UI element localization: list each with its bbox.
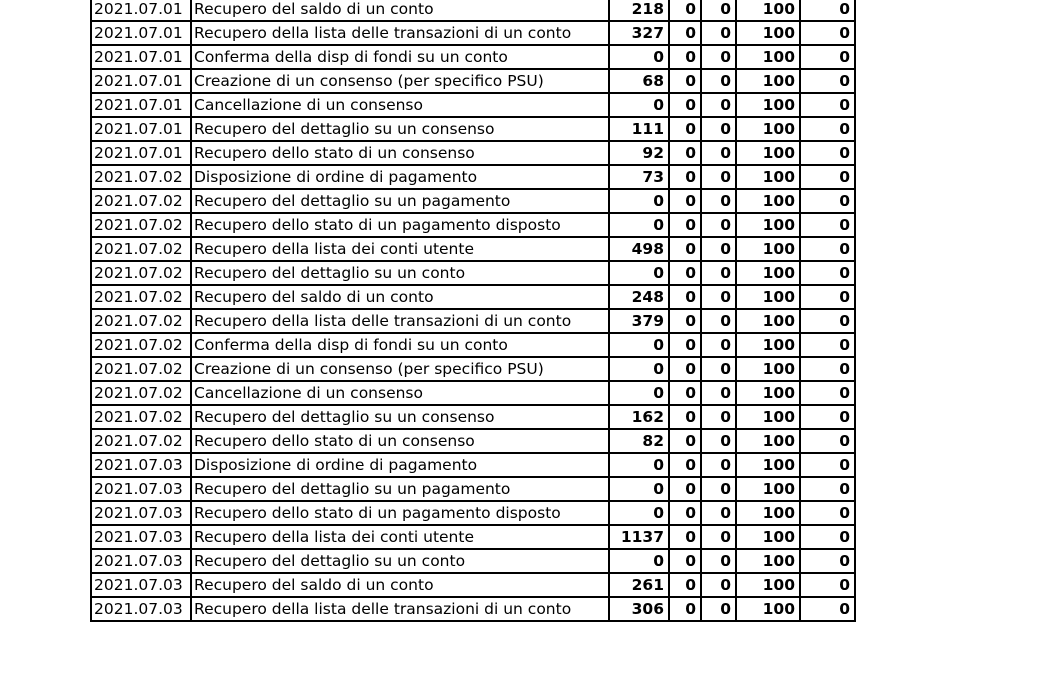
table-row (91, 45, 855, 69)
table-row (91, 453, 855, 477)
value-cell-b: 0 (701, 309, 736, 333)
percent-cell: 100 (736, 21, 800, 45)
count-cell: 0 (609, 93, 669, 117)
value-cell-a: 0 (669, 309, 701, 333)
value-cell-e: 0 (800, 21, 855, 45)
operation-cell: Recupero del dettaglio su un pagamento (191, 189, 609, 213)
percent-cell: 100 (736, 261, 800, 285)
date-cell: 2021.07.01 (91, 93, 191, 117)
data-table (90, 0, 856, 622)
value-cell-e: 0 (800, 429, 855, 453)
table-row (91, 165, 855, 189)
count-cell: 0 (609, 381, 669, 405)
count-cell: 0 (609, 261, 669, 285)
percent-cell: 100 (736, 93, 800, 117)
value-cell-e: 0 (800, 261, 855, 285)
value-cell-a: 0 (669, 141, 701, 165)
operation-cell: Recupero del saldo di un conto (191, 285, 609, 309)
percent-cell: 100 (736, 429, 800, 453)
count-cell: 1137 (609, 525, 669, 549)
count-cell: 68 (609, 69, 669, 93)
value-cell-a: 0 (669, 573, 701, 597)
value-cell-b: 0 (701, 453, 736, 477)
operation-cell: Recupero del dettaglio su un consenso (191, 117, 609, 141)
percent-cell: 100 (736, 285, 800, 309)
operation-cell: Recupero dello stato di un consenso (191, 429, 609, 453)
value-cell-e: 0 (800, 597, 855, 621)
value-cell-a: 0 (669, 501, 701, 525)
percent-cell: 100 (736, 525, 800, 549)
value-cell-a: 0 (669, 93, 701, 117)
operation-cell: Recupero dello stato di un pagamento disposto (191, 213, 609, 237)
operation-cell: Recupero dello stato di un pagamento disposto (191, 501, 609, 525)
value-cell-a: 0 (669, 405, 701, 429)
percent-cell: 100 (736, 357, 800, 381)
value-cell-b: 0 (701, 21, 736, 45)
percent-cell: 100 (736, 453, 800, 477)
date-cell: 2021.07.03 (91, 573, 191, 597)
value-cell-e: 0 (800, 381, 855, 405)
value-cell-e: 0 (800, 501, 855, 525)
table-row (91, 69, 855, 93)
date-cell: 2021.07.03 (91, 477, 191, 501)
value-cell-a: 0 (669, 189, 701, 213)
percent-cell: 100 (736, 117, 800, 141)
value-cell-e: 0 (800, 573, 855, 597)
table-row (91, 525, 855, 549)
date-cell: 2021.07.02 (91, 213, 191, 237)
date-cell: 2021.07.01 (91, 117, 191, 141)
value-cell-a: 0 (669, 477, 701, 501)
operation-cell: Cancellazione di un consenso (191, 381, 609, 405)
percent-cell: 100 (736, 45, 800, 69)
value-cell-e: 0 (800, 93, 855, 117)
value-cell-e: 0 (800, 237, 855, 261)
value-cell-a: 0 (669, 237, 701, 261)
operation-cell: Conferma della disp di fondi su un conto (191, 45, 609, 69)
value-cell-a: 0 (669, 261, 701, 285)
value-cell-e: 0 (800, 309, 855, 333)
value-cell-b: 0 (701, 597, 736, 621)
percent-cell: 100 (736, 141, 800, 165)
value-cell-a: 0 (669, 213, 701, 237)
table-row (91, 189, 855, 213)
value-cell-b: 0 (701, 549, 736, 573)
table-row (91, 333, 855, 357)
date-cell: 2021.07.03 (91, 453, 191, 477)
value-cell-e: 0 (800, 45, 855, 69)
count-cell: 162 (609, 405, 669, 429)
date-cell: 2021.07.03 (91, 501, 191, 525)
value-cell-a: 0 (669, 21, 701, 45)
percent-cell: 100 (736, 213, 800, 237)
count-cell: 306 (609, 597, 669, 621)
date-cell: 2021.07.02 (91, 381, 191, 405)
count-cell: 261 (609, 573, 669, 597)
value-cell-b: 0 (701, 333, 736, 357)
table-row (91, 429, 855, 453)
value-cell-e: 0 (800, 357, 855, 381)
operation-cell: Recupero del dettaglio su un consenso (191, 405, 609, 429)
table-row (91, 357, 855, 381)
value-cell-e: 0 (800, 117, 855, 141)
operation-cell: Recupero dello stato di un consenso (191, 141, 609, 165)
date-cell: 2021.07.01 (91, 69, 191, 93)
count-cell: 0 (609, 549, 669, 573)
date-cell: 2021.07.01 (91, 141, 191, 165)
value-cell-b: 0 (701, 405, 736, 429)
value-cell-b: 0 (701, 285, 736, 309)
percent-cell: 100 (736, 237, 800, 261)
date-cell: 2021.07.02 (91, 261, 191, 285)
value-cell-a: 0 (669, 333, 701, 357)
count-cell: 327 (609, 21, 669, 45)
count-cell: 0 (609, 189, 669, 213)
operation-cell: Recupero della lista dei conti utente (191, 525, 609, 549)
value-cell-a: 0 (669, 453, 701, 477)
count-cell: 0 (609, 501, 669, 525)
table-row (91, 21, 855, 45)
value-cell-a: 0 (669, 597, 701, 621)
value-cell-e: 0 (800, 213, 855, 237)
date-cell: 2021.07.02 (91, 189, 191, 213)
operation-cell: Recupero della lista delle transazioni di un conto (191, 597, 609, 621)
value-cell-a: 0 (669, 549, 701, 573)
count-cell: 111 (609, 117, 669, 141)
operation-cell: Recupero della lista delle transazioni di un conto (191, 309, 609, 333)
count-cell: 0 (609, 45, 669, 69)
count-cell: 379 (609, 309, 669, 333)
operation-cell: Recupero del dettaglio su un pagamento (191, 477, 609, 501)
percent-cell: 100 (736, 189, 800, 213)
count-cell: 218 (609, 0, 669, 21)
value-cell-e: 0 (800, 0, 855, 21)
table-row (91, 93, 855, 117)
count-cell: 92 (609, 141, 669, 165)
table-row (91, 237, 855, 261)
value-cell-a: 0 (669, 0, 701, 21)
value-cell-b: 0 (701, 69, 736, 93)
operation-cell: Creazione di un consenso (per specifico PSU) (191, 357, 609, 381)
value-cell-a: 0 (669, 357, 701, 381)
date-cell: 2021.07.02 (91, 333, 191, 357)
operation-cell: Conferma della disp di fondi su un conto (191, 333, 609, 357)
date-cell: 2021.07.02 (91, 405, 191, 429)
operation-cell: Recupero della lista dei conti utente (191, 237, 609, 261)
count-cell: 0 (609, 453, 669, 477)
value-cell-b: 0 (701, 501, 736, 525)
percent-cell: 100 (736, 69, 800, 93)
value-cell-e: 0 (800, 549, 855, 573)
value-cell-b: 0 (701, 381, 736, 405)
date-cell: 2021.07.01 (91, 21, 191, 45)
table-row (91, 573, 855, 597)
value-cell-a: 0 (669, 45, 701, 69)
percent-cell: 100 (736, 477, 800, 501)
value-cell-e: 0 (800, 141, 855, 165)
value-cell-b: 0 (701, 165, 736, 189)
operation-cell: Recupero del dettaglio su un conto (191, 261, 609, 285)
percent-cell: 100 (736, 573, 800, 597)
operation-cell: Disposizione di ordine di pagamento (191, 453, 609, 477)
table-row (91, 549, 855, 573)
value-cell-b: 0 (701, 261, 736, 285)
percent-cell: 100 (736, 165, 800, 189)
value-cell-a: 0 (669, 117, 701, 141)
value-cell-e: 0 (800, 285, 855, 309)
value-cell-b: 0 (701, 573, 736, 597)
date-cell: 2021.07.01 (91, 45, 191, 69)
date-cell: 2021.07.02 (91, 165, 191, 189)
count-cell: 82 (609, 429, 669, 453)
count-cell: 73 (609, 165, 669, 189)
operation-cell: Recupero del saldo di un conto (191, 0, 609, 21)
count-cell: 0 (609, 357, 669, 381)
value-cell-b: 0 (701, 477, 736, 501)
value-cell-a: 0 (669, 285, 701, 309)
count-cell: 498 (609, 237, 669, 261)
date-cell: 2021.07.01 (91, 0, 191, 21)
table-row (91, 261, 855, 285)
percent-cell: 100 (736, 333, 800, 357)
count-cell: 0 (609, 477, 669, 501)
date-cell: 2021.07.03 (91, 525, 191, 549)
table-row (91, 213, 855, 237)
date-cell: 2021.07.02 (91, 429, 191, 453)
percent-cell: 100 (736, 0, 800, 21)
value-cell-b: 0 (701, 93, 736, 117)
table-row (91, 597, 855, 621)
value-cell-e: 0 (800, 477, 855, 501)
percent-cell: 100 (736, 405, 800, 429)
value-cell-b: 0 (701, 45, 736, 69)
value-cell-b: 0 (701, 525, 736, 549)
value-cell-b: 0 (701, 189, 736, 213)
table-row (91, 405, 855, 429)
table-row (91, 309, 855, 333)
date-cell: 2021.07.02 (91, 237, 191, 261)
table-body (91, 0, 855, 621)
value-cell-a: 0 (669, 165, 701, 189)
operation-cell: Disposizione di ordine di pagamento (191, 165, 609, 189)
table-row (91, 0, 855, 21)
operation-cell: Cancellazione di un consenso (191, 93, 609, 117)
table-row (91, 381, 855, 405)
value-cell-b: 0 (701, 117, 736, 141)
operation-cell: Recupero della lista delle transazioni di un conto (191, 21, 609, 45)
percent-cell: 100 (736, 309, 800, 333)
operation-cell: Recupero del saldo di un conto (191, 573, 609, 597)
date-cell: 2021.07.03 (91, 597, 191, 621)
date-cell: 2021.07.02 (91, 285, 191, 309)
operation-cell: Creazione di un consenso (per specifico PSU) (191, 69, 609, 93)
percent-cell: 100 (736, 381, 800, 405)
count-cell: 0 (609, 213, 669, 237)
count-cell: 248 (609, 285, 669, 309)
value-cell-b: 0 (701, 0, 736, 21)
date-cell: 2021.07.02 (91, 357, 191, 381)
value-cell-b: 0 (701, 357, 736, 381)
table-row (91, 501, 855, 525)
percent-cell: 100 (736, 597, 800, 621)
value-cell-e: 0 (800, 69, 855, 93)
date-cell: 2021.07.03 (91, 549, 191, 573)
table-row (91, 477, 855, 501)
value-cell-e: 0 (800, 189, 855, 213)
value-cell-b: 0 (701, 429, 736, 453)
value-cell-b: 0 (701, 213, 736, 237)
value-cell-a: 0 (669, 381, 701, 405)
value-cell-a: 0 (669, 69, 701, 93)
value-cell-e: 0 (800, 405, 855, 429)
table-row (91, 117, 855, 141)
value-cell-e: 0 (800, 525, 855, 549)
value-cell-e: 0 (800, 165, 855, 189)
table-row (91, 285, 855, 309)
value-cell-a: 0 (669, 429, 701, 453)
value-cell-b: 0 (701, 237, 736, 261)
value-cell-b: 0 (701, 141, 736, 165)
count-cell: 0 (609, 333, 669, 357)
operation-cell: Recupero del dettaglio su un conto (191, 549, 609, 573)
percent-cell: 100 (736, 501, 800, 525)
value-cell-a: 0 (669, 525, 701, 549)
date-cell: 2021.07.02 (91, 309, 191, 333)
table-row (91, 141, 855, 165)
percent-cell: 100 (736, 549, 800, 573)
value-cell-e: 0 (800, 333, 855, 357)
value-cell-e: 0 (800, 453, 855, 477)
